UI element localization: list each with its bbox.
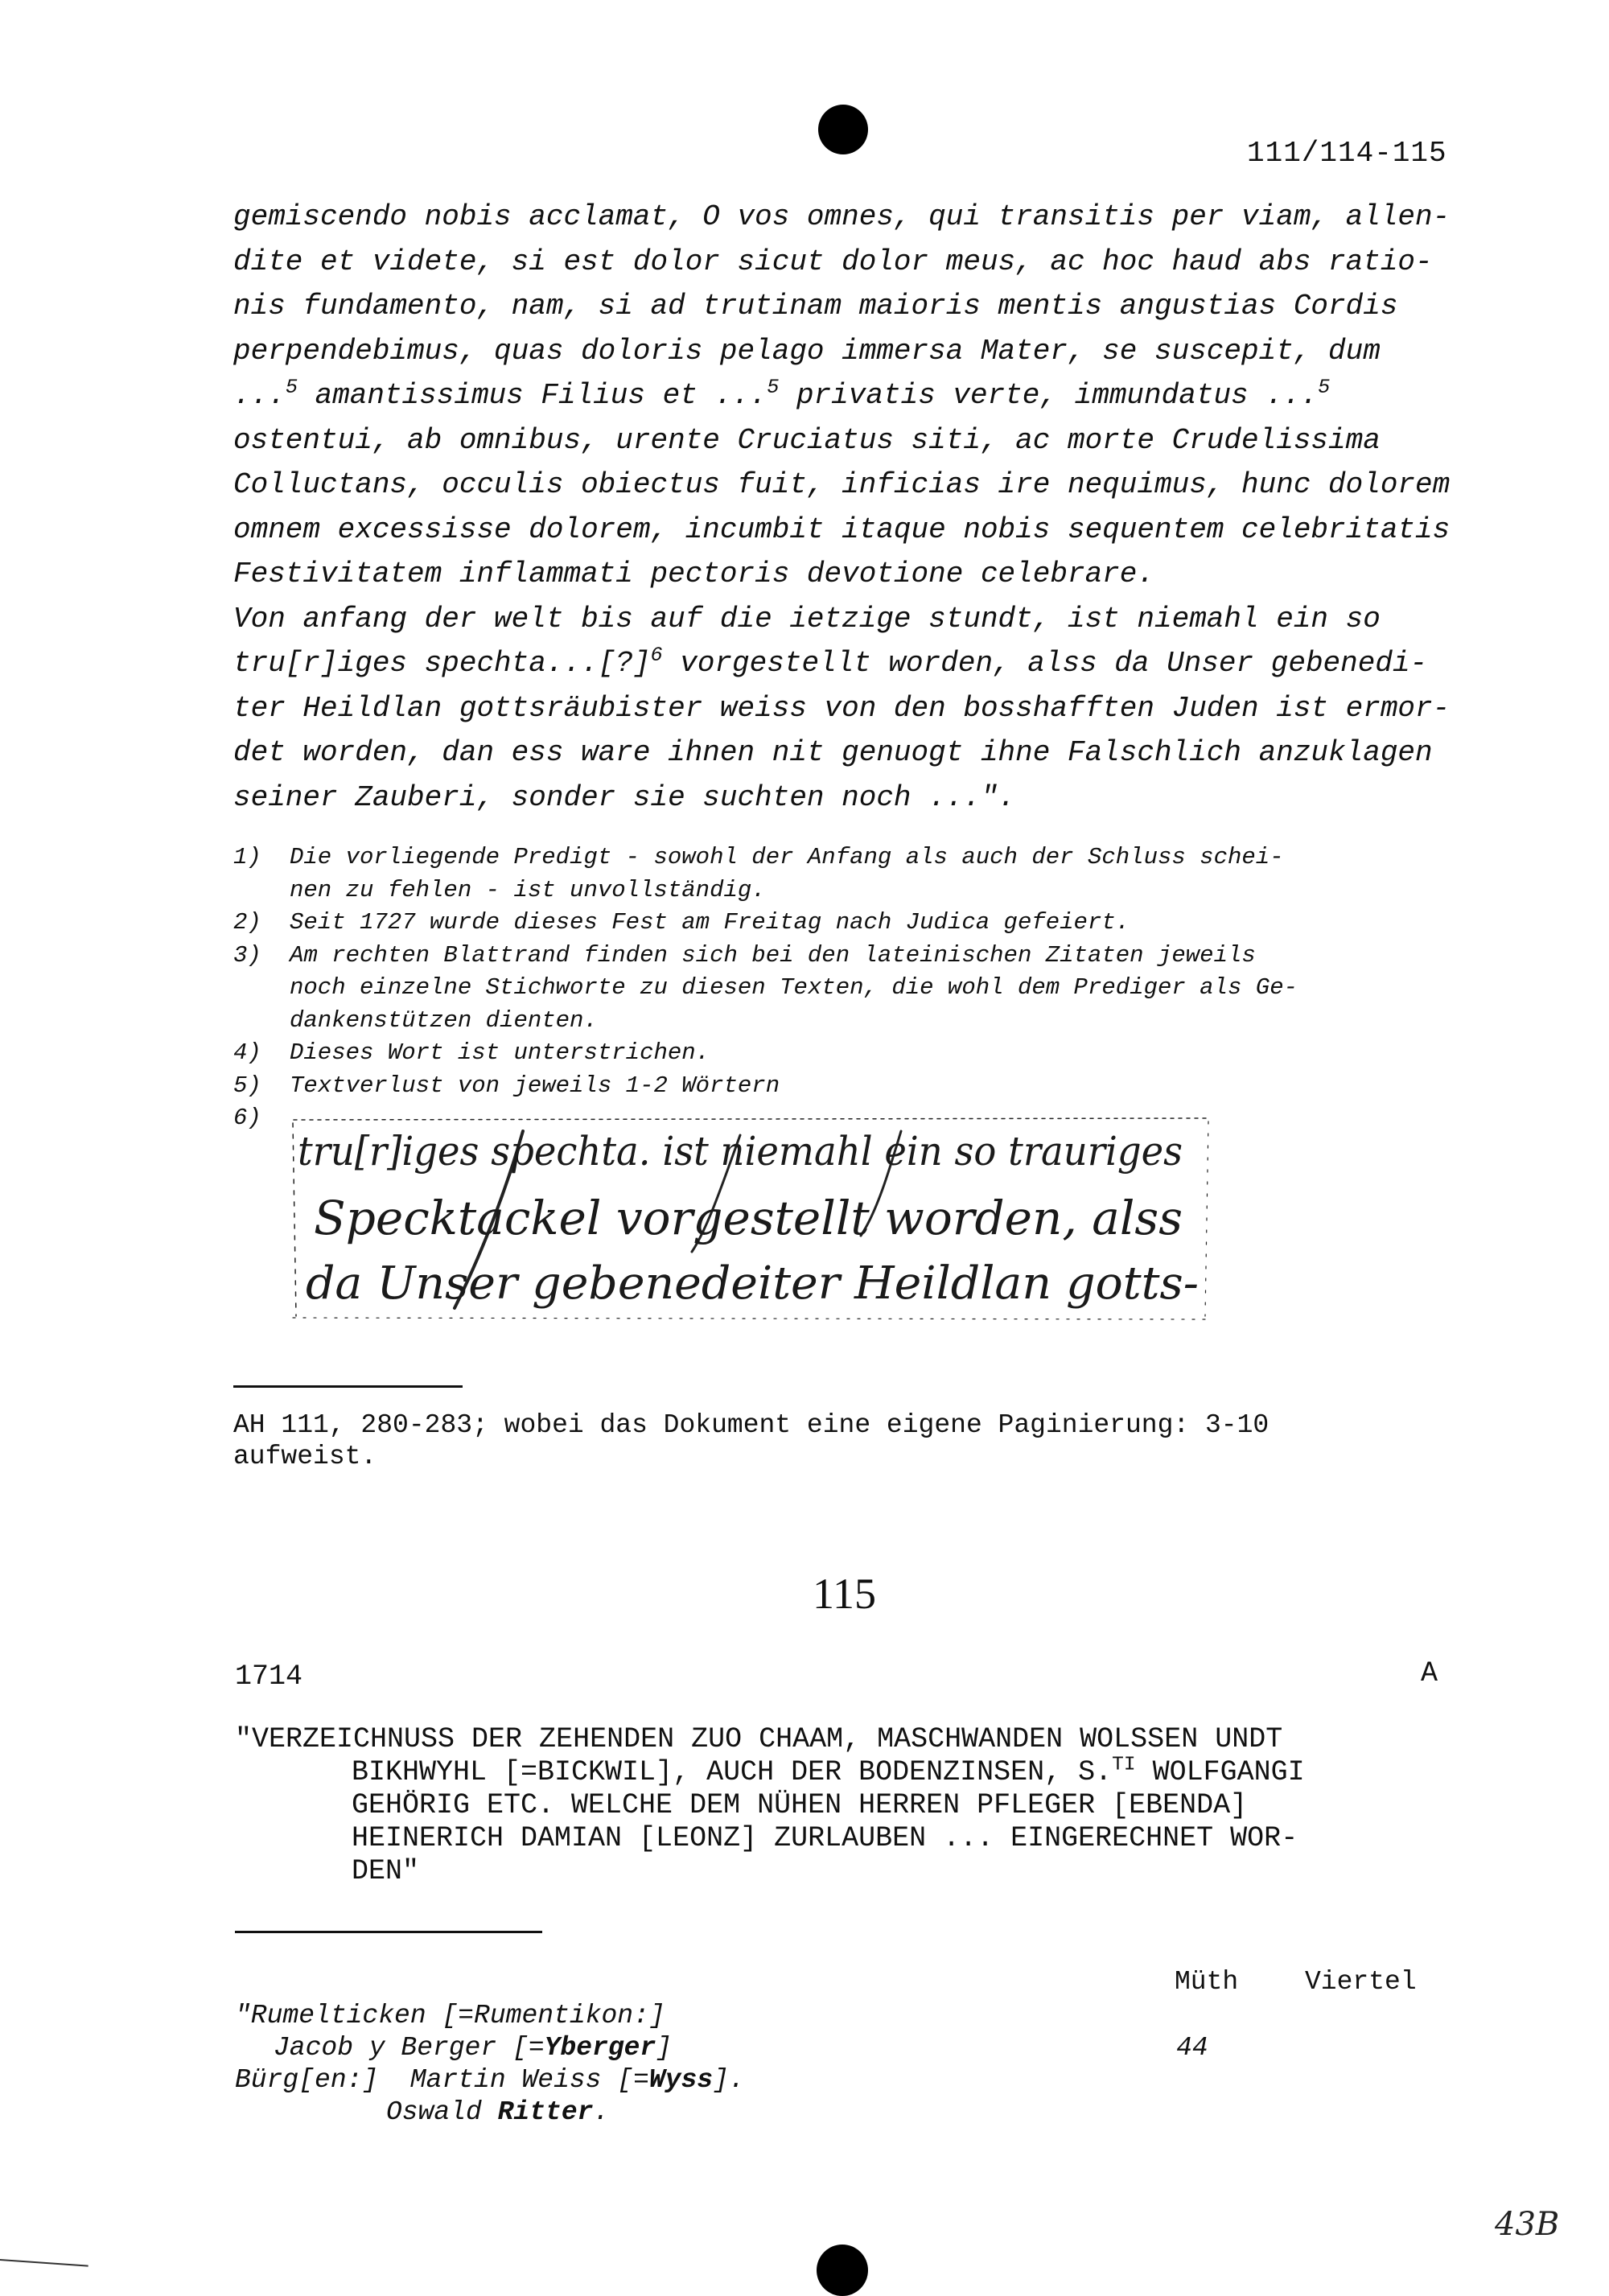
punch-hole-top xyxy=(818,105,868,154)
footnote-ref: 5 xyxy=(285,376,298,399)
row-text-bold: Wyss xyxy=(648,2065,714,2095)
row-text-bold: Yberger xyxy=(544,2033,656,2063)
footnote-ref: 6 xyxy=(650,644,663,667)
scan-edge-line xyxy=(0,2259,88,2267)
title-line xyxy=(235,1756,1490,1789)
title-segment: BIKHWYHL [=BICKWIL], AUCH DER BODENZINSEN, S. xyxy=(352,1756,1113,1788)
row-text: Oswald xyxy=(386,2097,498,2127)
footnote-number: 2) xyxy=(233,909,261,936)
footnote-number: 4) xyxy=(233,1039,261,1066)
footnote-number: 5) xyxy=(233,1072,261,1099)
text-segment: amantissimus Filius et ... xyxy=(297,379,767,412)
footnote xyxy=(233,907,1488,940)
text-line: gemiscendo nobis acclamat, O vos omnes, qui transitis per viam, allen- xyxy=(233,200,1451,233)
row-text: ] xyxy=(656,2033,673,2063)
text-line: nis fundamento, nam, si ad trutinam maioris mentis angustias Cordis xyxy=(233,290,1398,323)
text-segment: tru[r]iges spechta...[?] xyxy=(233,647,651,680)
footnote-text: Am rechten Blattrand finden sich bei den lateinischen Zitaten jeweils xyxy=(290,941,1256,969)
title-segment: WOLFGANGI xyxy=(1135,1756,1305,1788)
table-body xyxy=(235,2000,1200,2129)
page-reference: 111/114-115 xyxy=(1247,137,1447,170)
text-line: perpendebimus, quas doloris pelago immersa Mater, se suscepit, dum xyxy=(233,334,1381,368)
table-row xyxy=(235,2032,1200,2064)
text-line xyxy=(233,373,1472,418)
document-number: 115 xyxy=(813,1570,876,1618)
main-text xyxy=(233,195,1472,820)
archive-mark: 43B xyxy=(1495,2206,1560,2243)
footnote-number: 6) xyxy=(233,1105,261,1131)
row-text-bold: Ritter xyxy=(497,2097,594,2127)
reference-line: AH 111, 280-283; wobei das Dokument eine eigene Paginierung: 3-10 xyxy=(233,1410,1270,1440)
footnotes xyxy=(233,841,1488,1135)
source-reference xyxy=(233,1409,1488,1472)
footnote xyxy=(233,841,1488,907)
title-line: DEN" xyxy=(352,1855,420,1887)
table-row: "Rumelticken [=Rumentikon:] xyxy=(235,2001,665,2031)
text-line: det worden, dan ess ware ihnen nit genuogt ihne Falschlich anzuklagen xyxy=(233,736,1433,769)
text-segment: privatis verte, immundatus ... xyxy=(779,379,1319,412)
footnote-text: nen zu fehlen - ist unvollständig. xyxy=(290,876,766,903)
title-line: "VERZEICHNUSS DER ZEHENDEN ZUO CHAAM, MASCHWANDEN WOLSSEN UNDT xyxy=(235,1723,1283,1755)
text-line: dite et videte, si est dolor sicut dolor meus, ac hoc haud abs ratio- xyxy=(233,245,1433,278)
footnote-text: Textverlust von jeweils 1-2 Wörtern xyxy=(290,1072,780,1099)
table-row xyxy=(235,2096,1200,2129)
punch-hole-bottom xyxy=(817,2245,868,2296)
footnote-number: 3) xyxy=(233,941,261,969)
handwriting-line: Specktackel vorgestellt worden, alss xyxy=(314,1191,1183,1245)
text-line: Festivitatem inflammati pectoris devotione celebrare. xyxy=(233,558,1154,590)
row-text: Bürg[en:] Martin Weiss [= xyxy=(235,2065,649,2095)
table-value: 44 xyxy=(1176,2033,1208,2063)
text-line: ostentui, ab omnibus, urente Cruciatus siti, ac morte Crudelissima xyxy=(233,423,1381,457)
footnote-text: Seit 1727 wurde dieses Fest am Freitag nach Judica gefeiert. xyxy=(290,909,1130,936)
text-line: ter Heildlan gottsräubister weiss von den bosshafften Juden ist ermor- xyxy=(233,691,1451,725)
footnote-text: noch einzelne Stichworte zu diesen Texten, die wohl dem Prediger als Ge- xyxy=(290,974,1298,1001)
footnote-number: 1) xyxy=(233,844,261,870)
text-line xyxy=(233,641,1472,686)
footnote xyxy=(233,1037,1488,1070)
text-segment: ... xyxy=(233,379,286,412)
text-line: Von anfang der welt bis auf die ietzige stundt, ist niemahl ein so xyxy=(233,602,1381,636)
handwriting-line: tru[r]iges spechta. ist niemahl ein so trauriges xyxy=(298,1128,1183,1175)
footnote-text: dankenstützen dienten. xyxy=(290,1006,598,1034)
document-marker: A xyxy=(1421,1657,1438,1689)
footnote xyxy=(233,1070,1488,1103)
handwriting-line: da Unser gebenedeiter Heildlan gotts- xyxy=(306,1257,1199,1310)
handwriting-facsimile xyxy=(290,1115,1215,1324)
text-line: omnem excessisse dolorem, incumbit itaque nobis sequentem celebritatis xyxy=(233,512,1451,546)
row-text: ]. xyxy=(713,2065,745,2095)
reference-line: aufweist. xyxy=(233,1442,377,1471)
footnote-text: Die vorliegende Predigt - sowohl der Anfang als auch der Schluss schei- xyxy=(290,844,1284,870)
column-header-viertel: Viertel xyxy=(1305,1967,1417,1997)
text-line: Colluctans, occulis obiectus fuit, inficias ire nequimus, hunc dolorem xyxy=(233,468,1451,501)
footnote-text: Dieses Wort ist unterstrichen. xyxy=(290,1039,710,1066)
section-divider xyxy=(233,1385,463,1388)
row-text: Jacob y Berger [= xyxy=(274,2033,545,2063)
document-year: 1714 xyxy=(235,1660,303,1693)
column-header-muth: Müth xyxy=(1175,1967,1239,1997)
footnote-ref: 5 xyxy=(767,376,780,399)
text-line: seiner Zauberi, sonder sie suchten noch ...". xyxy=(233,780,1016,814)
row-text: . xyxy=(593,2097,610,2127)
section-divider xyxy=(235,1931,542,1933)
title-superscript: TI xyxy=(1112,1754,1136,1776)
table-row xyxy=(235,2064,1200,2096)
footnote-ref: 5 xyxy=(1318,376,1331,399)
title-line: HEINERICH DAMIAN [LEONZ] ZURLAUBEN ... EINGERECHNET WOR- xyxy=(352,1822,1298,1854)
document-title xyxy=(235,1723,1490,1888)
text-segment: vorgestellt worden, alss da Unser gebenedi- xyxy=(662,647,1428,680)
footnote xyxy=(233,940,1488,1038)
title-line: GEHÖRIG ETC. WELCHE DEM NÜHEN HERREN PFLEGER [EBENDA] xyxy=(352,1789,1248,1821)
